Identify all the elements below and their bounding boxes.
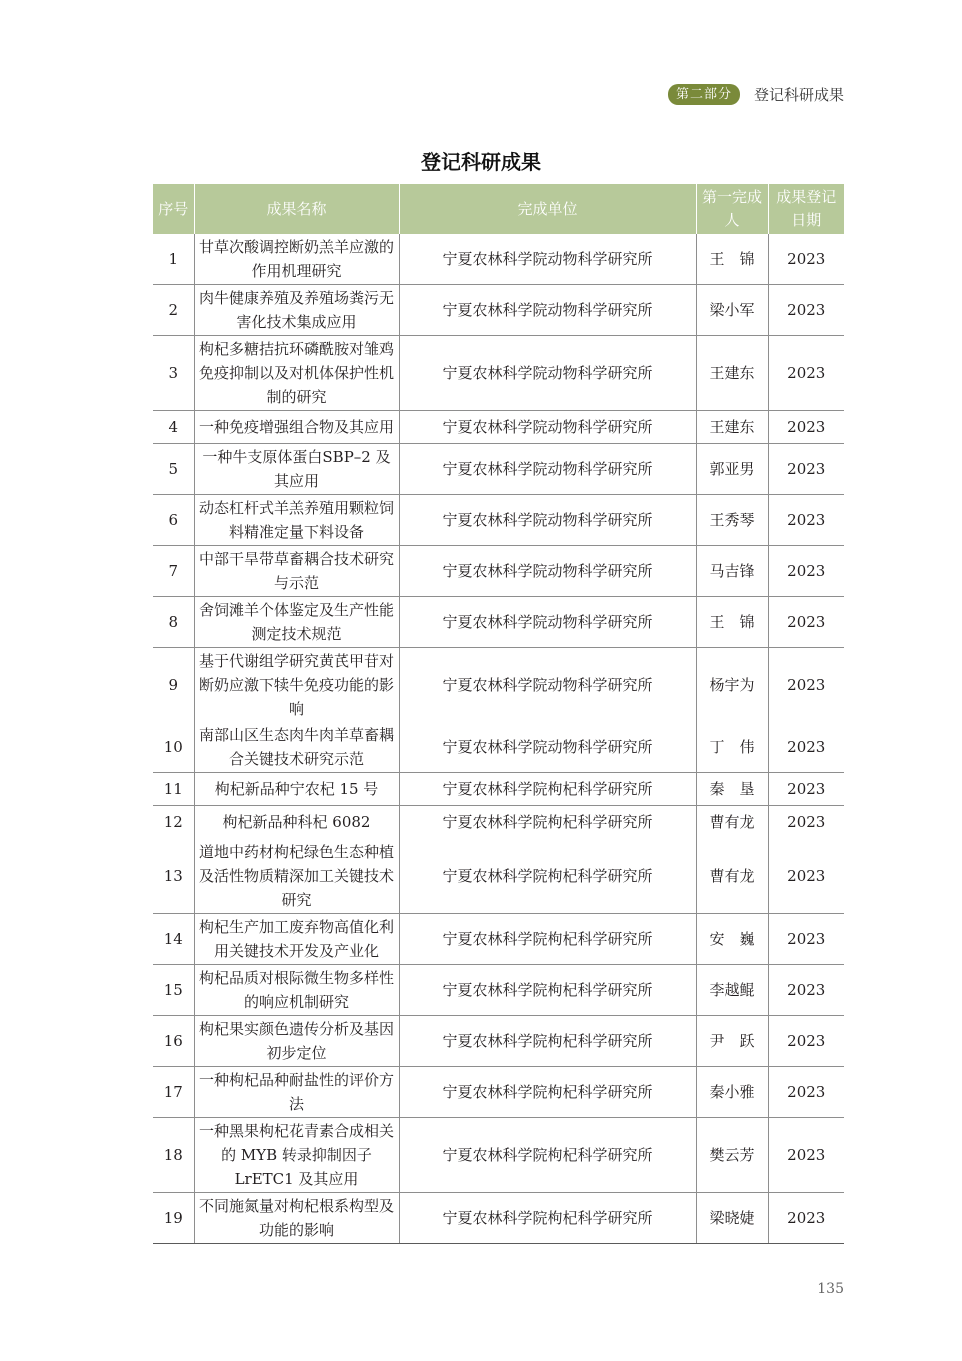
- registration-year-cell: 2023: [768, 495, 844, 546]
- unit-cell: 宁夏农林科学院枸杞科学研究所: [399, 964, 696, 1015]
- achievement-name-cell: 不同施氮量对枸杞根系构型及功能的影响: [194, 1192, 399, 1243]
- registration-year-cell: 2023: [768, 839, 844, 914]
- unit-cell: 宁夏农林科学院动物科学研究所: [399, 546, 696, 597]
- registration-year-cell: 2023: [768, 1192, 844, 1243]
- achievement-name-cell: 一种免疫增强组合物及其应用: [194, 411, 399, 444]
- unit-cell: 宁夏农林科学院枸杞科学研究所: [399, 1117, 696, 1192]
- column-header-person: 第一完成人: [696, 184, 768, 234]
- unit-cell: 宁夏农林科学院动物科学研究所: [399, 411, 696, 444]
- row-number-cell: 9: [168, 676, 179, 694]
- achievement-name-cell: 舍饲滩羊个体鉴定及生产性能测定技术规范: [194, 597, 399, 648]
- column-header-no: 序号: [153, 184, 194, 234]
- first-author-cell: 王建东: [696, 336, 768, 411]
- registration-year-cell: 2023: [768, 648, 844, 723]
- unit-cell: 宁夏农林科学院枸杞科学研究所: [399, 1066, 696, 1117]
- unit-cell: 宁夏农林科学院枸杞科学研究所: [399, 806, 696, 839]
- registration-year-cell: 2023: [768, 1117, 844, 1192]
- registration-year-cell: 2023: [768, 722, 844, 773]
- registration-year-cell: 2023: [768, 444, 844, 495]
- registration-year-cell: 2023: [768, 336, 844, 411]
- first-author-cell: 梁晓婕: [696, 1192, 768, 1243]
- achievement-name-cell: 枸杞新品种宁农杞 15 号: [194, 773, 399, 806]
- row-number-cell: 17: [153, 1066, 194, 1117]
- first-author-cell: 秦小雅: [696, 1066, 768, 1117]
- column-header-unit: 完成单位: [399, 184, 696, 234]
- column-header-date: 成果登记日期: [768, 184, 844, 234]
- row-number-cell: 10: [153, 722, 194, 773]
- row-number-cell: 16: [153, 1015, 194, 1066]
- unit-cell: 宁夏农林科学院枸杞科学研究所: [399, 773, 696, 806]
- first-author-cell: 王 锦: [696, 234, 768, 285]
- table-header-row: [153, 184, 844, 234]
- running-section-title: 登记科研成果: [753, 86, 844, 104]
- first-author-cell: 王建东: [696, 411, 768, 444]
- achievement-name-cell: 中部干旱带草畜耦合技术研究与示范: [194, 546, 399, 597]
- table-row: [153, 285, 844, 336]
- row-number-cell: 6: [153, 495, 194, 546]
- table-row: [153, 597, 844, 648]
- unit-cell: 宁夏农林科学院动物科学研究所: [399, 285, 696, 336]
- unit-cell: 宁夏农林科学院动物科学研究所: [399, 495, 696, 546]
- registration-year-cell: 2023: [768, 1066, 844, 1117]
- first-author-cell: 李越鲲: [696, 964, 768, 1015]
- first-author-cell: 尹 跃: [696, 1015, 768, 1066]
- table-row: [153, 444, 844, 495]
- table-row: [153, 336, 844, 411]
- first-author-cell: 秦 垦: [696, 773, 768, 806]
- unit-cell: 宁夏农林科学院枸杞科学研究所: [399, 913, 696, 964]
- running-header: [668, 84, 844, 105]
- table-row: [153, 839, 844, 914]
- achievement-name-cell: 基于代谢组学研究黄芪甲苷对断奶应激下犊牛免疫功能的影响: [194, 648, 399, 723]
- first-author-cell: 曹有龙: [696, 839, 768, 914]
- table-row: [153, 722, 844, 773]
- row-number-cell: 12: [163, 813, 183, 832]
- table-row: [153, 411, 844, 444]
- registration-year-cell: 2023: [768, 597, 844, 648]
- table-row: [153, 546, 844, 597]
- table-row: [153, 806, 844, 839]
- first-author-cell: 马吉锋: [696, 546, 768, 597]
- column-header-name: 成果名称: [194, 184, 399, 234]
- achievement-name-cell: 枸杞品质对根际微生物多样性的响应机制研究: [194, 964, 399, 1015]
- row-number-cell: 8: [153, 597, 194, 648]
- table-row: [153, 234, 844, 285]
- first-author-cell: 王 锦: [696, 597, 768, 648]
- table-row: [153, 773, 844, 806]
- row-number-cell: 5: [153, 444, 194, 495]
- row-number-cell: 15: [153, 964, 194, 1015]
- part-badge: 第二部分: [668, 84, 740, 105]
- first-author-cell: 郭亚男: [696, 444, 768, 495]
- registration-year-cell: 2023: [768, 913, 844, 964]
- unit-cell: 宁夏农林科学院动物科学研究所: [399, 722, 696, 773]
- unit-cell: 宁夏农林科学院枸杞科学研究所: [399, 1015, 696, 1066]
- registration-year-cell: 2023: [768, 1015, 844, 1066]
- results-table: [153, 184, 844, 1244]
- unit-cell: 宁夏农林科学院枸杞科学研究所: [399, 839, 696, 914]
- first-author-cell: 安 巍: [696, 913, 768, 964]
- table-row: [153, 1015, 844, 1066]
- row-number-cell: 1: [153, 234, 194, 285]
- row-number-cell: 18: [153, 1117, 194, 1192]
- table-row: [153, 648, 844, 723]
- registration-year-cell: 2023: [768, 773, 844, 806]
- table-row: [153, 964, 844, 1015]
- row-number-cell: 4: [153, 411, 194, 444]
- first-author-cell: 曹有龙: [696, 806, 768, 839]
- registration-year-cell: 2023: [768, 964, 844, 1015]
- achievement-name-cell: 枸杞生产加工废弃物高值化利用关键技术开发及产业化: [194, 913, 399, 964]
- achievement-name-cell: 动态杠杆式羊羔养殖用颗粒饲料精准定量下料设备: [194, 495, 399, 546]
- achievement-name-cell: 肉牛健康养殖及养殖场粪污无害化技术集成应用: [194, 285, 399, 336]
- registration-year-cell: 2023: [768, 806, 844, 839]
- table-body: [153, 234, 844, 1243]
- unit-cell: 宁夏农林科学院动物科学研究所: [399, 234, 696, 285]
- row-number-cell: 3: [153, 336, 194, 411]
- row-number-cell: 13: [153, 839, 194, 914]
- table-row: [153, 913, 844, 964]
- table-row: [153, 1192, 844, 1243]
- first-author-cell: 梁小军: [696, 285, 768, 336]
- row-number-cell: 11: [153, 773, 194, 806]
- row-number-cell: 19: [153, 1192, 194, 1243]
- registration-year-cell: 2023: [768, 285, 844, 336]
- achievement-name-cell: 一种枸杞品种耐盐性的评价方法: [194, 1066, 399, 1117]
- page-title: 登记科研成果: [421, 150, 541, 174]
- achievement-name-cell: 枸杞多糖拮抗环磷酰胺对雏鸡免疫抑制以及对机体保护性机制的研究: [194, 336, 399, 411]
- registration-year-cell: 2023: [768, 411, 844, 444]
- row-number-cell: 7: [153, 546, 194, 597]
- first-author-cell: 杨宇为: [696, 648, 768, 723]
- achievement-name-cell: 甘草次酸调控断奶羔羊应激的作用机理研究: [194, 234, 399, 285]
- achievement-name-cell: 枸杞果实颜色遗传分析及基因初步定位: [194, 1015, 399, 1066]
- achievement-name-cell: 枸杞新品种科杞 6082: [194, 806, 399, 839]
- row-number-cell: 2: [153, 285, 194, 336]
- row-number-cell: 14: [153, 913, 194, 964]
- achievement-name-cell: 南部山区生态肉牛肉羊草畜耦合关键技术研究示范: [194, 722, 399, 773]
- unit-cell: 宁夏农林科学院动物科学研究所: [399, 336, 696, 411]
- achievement-name-cell: 一种黑果枸杞花青素合成相关的 MYB 转录抑制因子 LrETC1 及其应用: [194, 1117, 399, 1192]
- registration-year-cell: 2023: [768, 546, 844, 597]
- table-row: [153, 495, 844, 546]
- table-row: [153, 1066, 844, 1117]
- unit-cell: 宁夏农林科学院动物科学研究所: [399, 648, 696, 723]
- first-author-cell: 樊云芳: [696, 1117, 768, 1192]
- unit-cell: 宁夏农林科学院动物科学研究所: [399, 597, 696, 648]
- achievement-name-cell: 道地中药材枸杞绿色生态种植及活性物质精深加工关键技术研究: [194, 839, 399, 914]
- first-author-cell: 丁 伟: [696, 722, 768, 773]
- page-number: 135: [817, 1281, 844, 1297]
- unit-cell: 宁夏农林科学院动物科学研究所: [399, 444, 696, 495]
- first-author-cell: 王秀琴: [696, 495, 768, 546]
- table-row: [153, 1117, 844, 1192]
- achievement-name-cell: 一种牛支原体蛋白SBP–2 及其应用: [194, 444, 399, 495]
- unit-cell: 宁夏农林科学院枸杞科学研究所: [399, 1192, 696, 1243]
- registration-year-cell: 2023: [768, 234, 844, 285]
